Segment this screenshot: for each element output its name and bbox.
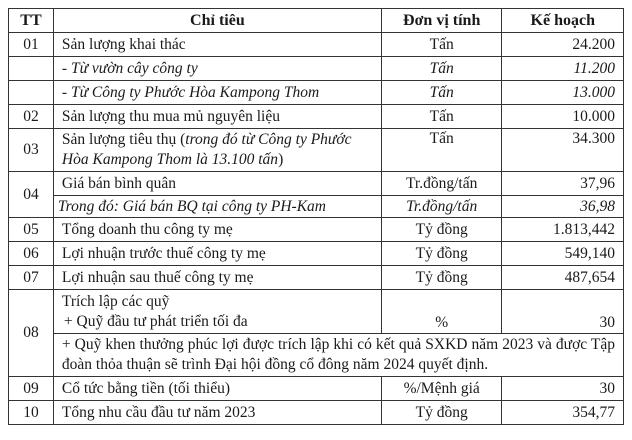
row-tt: 01	[9, 33, 54, 57]
row-indicator: Cổ tức bằng tiền (tối thiểu)	[53, 377, 381, 401]
row-plan: 30	[502, 377, 624, 401]
row-unit: Tỷ đồng	[381, 266, 502, 290]
row-unit: Tấn	[381, 129, 502, 172]
indicator-line1: Trích lập các quỹ	[61, 292, 170, 310]
row-tt: 06	[9, 242, 54, 266]
row-indicator: Trong đó: Giá bán BQ tại công ty PH-Kam	[53, 196, 381, 218]
table-row	[9, 129, 624, 172]
table-row	[9, 196, 624, 218]
row-unit: Tấn	[381, 57, 502, 81]
indicator-line2: + Quỹ đầu tư phát triển tối đa	[63, 312, 248, 330]
row-tt	[9, 57, 54, 81]
row-plan: 30	[502, 290, 624, 334]
row-tt: 07	[9, 266, 54, 290]
row-unit: Tấn	[381, 105, 502, 129]
row-tt	[9, 81, 54, 105]
row-indicator: Giá bán bình quân	[53, 172, 381, 196]
row-indicator: Lợi nhuận trước thuế công ty mẹ	[53, 242, 381, 266]
header-indicator: Chỉ tiêu	[53, 9, 381, 33]
indicator-text: Sản lượng tiêu thụ (	[61, 131, 186, 148]
table-row	[9, 81, 624, 105]
row-unit: Tấn	[381, 33, 502, 57]
row-plan: 487,654	[502, 266, 624, 290]
row-tt: 10	[9, 401, 54, 425]
row-unit: Tấn	[381, 81, 502, 105]
row-indicator: Sản lượng thu mua mủ nguyên liệu	[53, 105, 381, 129]
row-plan: 354,77	[502, 401, 624, 425]
row-tt: 02	[9, 105, 54, 129]
row-unit: Tr.đồng/tấn	[381, 172, 502, 196]
row-note: + Quỹ khen thưởng phúc lợi được trích lập khi có kết quả SXKD năm 2023 và được Tập đoàn thỏa thuận sẽ trình Đại hội đồng cổ đông năm 2024 quyết định.	[53, 334, 623, 377]
row-plan: 34.300	[502, 129, 624, 172]
row-tt: 05	[9, 218, 54, 242]
row-unit: Tỷ đồng	[381, 401, 502, 425]
table-row	[9, 401, 624, 425]
table-row	[9, 290, 624, 334]
row-unit: Tr.đồng/tấn	[381, 196, 502, 218]
business-plan-table	[8, 8, 624, 425]
row-indicator: Sản lượng khai thác	[53, 33, 381, 57]
row-unit: %/Mệnh giá	[381, 377, 502, 401]
table-row	[9, 266, 624, 290]
row-plan: 36,98	[502, 196, 624, 218]
header-unit: Đơn vị tính	[381, 9, 502, 33]
indicator-italic-note: trong đó từ Công ty Phước Hòa Kampong Thom là 13.100 tấn	[61, 131, 352, 168]
header-plan: Kế hoạch	[502, 9, 624, 33]
row-indicator: - Từ Công ty Phước Hòa Kampong Thom	[53, 81, 381, 105]
row-plan: 24.200	[502, 33, 624, 57]
table-row	[9, 218, 624, 242]
row-indicator	[53, 290, 381, 334]
row-plan: 11.200	[502, 57, 624, 81]
row-tt: 08	[9, 290, 54, 377]
row-indicator	[53, 129, 381, 172]
row-unit: Tỷ đồng	[381, 218, 502, 242]
row-indicator: Tổng doanh thu công ty mẹ	[53, 218, 381, 242]
indicator-text-end: )	[278, 151, 284, 168]
row-tt: 03	[9, 129, 54, 172]
row-plan: 37,96	[502, 172, 624, 196]
row-indicator: Lợi nhuận sau thuế công ty mẹ	[53, 266, 381, 290]
row-indicator: - Từ vườn cây công ty	[53, 57, 381, 81]
table-row	[9, 242, 624, 266]
table-row-note	[9, 334, 624, 377]
table-header-row	[9, 9, 624, 33]
row-plan: 1.813,442	[502, 218, 624, 242]
row-tt: 09	[9, 377, 54, 401]
row-plan: 10.000	[502, 105, 624, 129]
header-tt: TT	[9, 9, 54, 33]
row-plan: 13.000	[502, 81, 624, 105]
table-row	[9, 377, 624, 401]
row-indicator: Tổng nhu cầu đầu tư năm 2023	[53, 401, 381, 425]
table-row	[9, 33, 624, 57]
row-tt: 04	[9, 172, 54, 218]
table-row	[9, 172, 624, 196]
row-plan: 549,140	[502, 242, 624, 266]
table-row	[9, 105, 624, 129]
row-unit: %	[381, 290, 502, 334]
row-unit: Tỷ đồng	[381, 242, 502, 266]
table-row	[9, 57, 624, 81]
